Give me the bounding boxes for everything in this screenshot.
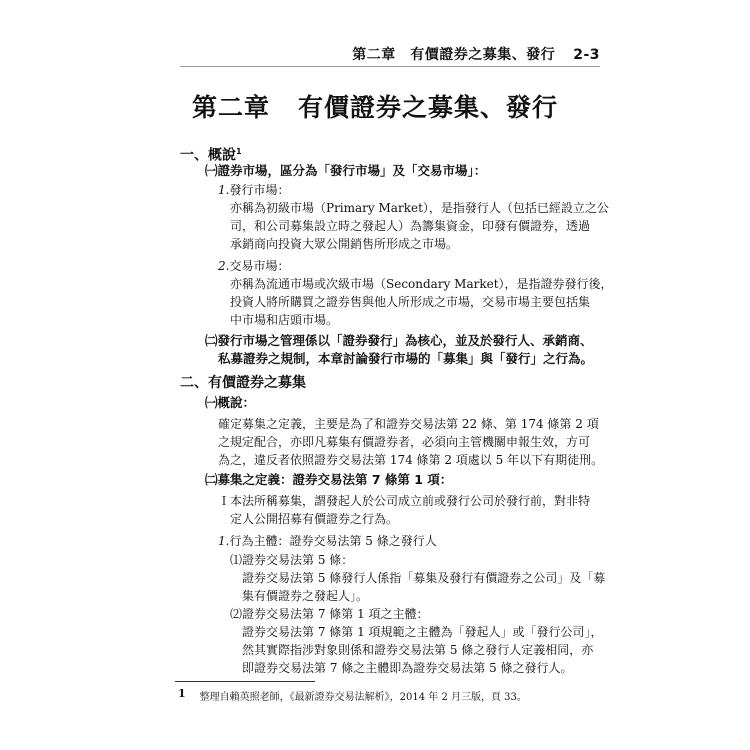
- paragraph-line: 亦稱為流通市場或次級市場（Secondary Market），是指證券發行後，: [230, 277, 613, 291]
- item-number: 2.: [218, 259, 230, 273]
- sub-point-1: ⑴證券交易法第 5 條：: [230, 553, 354, 567]
- statute-quote-line: Ｉ本法所稱募集，謂發起人於公司成立前或發行公司於發行前，對非特: [218, 494, 591, 508]
- item-number: 1.: [218, 183, 230, 197]
- item-label: 發行市場：: [229, 183, 290, 197]
- section-1-sub-2-line: 私募證券之規制，本章討論發行市場的「募集」與「發行」之行為。: [218, 351, 594, 366]
- footnote-text: 整理自賴英照老師，《最新證券交易法解析》，2014 年 2 月三版，頁 33。: [199, 692, 527, 703]
- paragraph-line: 證券交易法第 5 條發行人係指「募集及發行有價證券之公司」及「募: [242, 571, 606, 585]
- section-1-sub-2-line: ㈡發行市場之管理係以「證券發行」為核心，並及於發行人、承銷商、: [205, 333, 593, 348]
- paragraph-line: 亦稱為初級市場（Primary Market），是指發行人（包括已經設立之公: [230, 201, 609, 215]
- running-header-chapter: 第二章 有價證券之募集、發行: [352, 47, 556, 63]
- section-2-sub-1: ㈠概說：: [205, 395, 256, 410]
- paragraph-line: 證券交易法第 7 條第 1 項規範之主體為「發起人」或「發行公司」，: [242, 625, 603, 639]
- section-1-item-2: [218, 258, 289, 274]
- section-1-sub-1: ㈠證券市場，區分為「發行市場」及「交易市場」：: [205, 163, 487, 178]
- paragraph-line: 為之，違反者依照證券交易法第 174 條第 2 項處以 5 年以下有期徒刑。: [218, 453, 604, 467]
- item-number: 1.: [218, 534, 230, 548]
- paragraph-line: 集有價證券之發起人」。: [242, 589, 369, 603]
- paragraph-line: 之規定配合，亦即凡募集有價證券者，必須向主管機關申報生效，方可: [218, 435, 591, 449]
- paragraph-line: 確定募集之定義，主要是為了和證券交易法第 22 條、第 174 條第 2 項: [218, 417, 599, 431]
- section-2-sub-2: ㈡募集之定義：證券交易法第 7 條第 1 項：: [205, 472, 453, 487]
- item-label: 交易市場：: [229, 259, 290, 273]
- section-1-heading: [180, 144, 242, 164]
- paragraph-line: 司，和公司募集設立時之發起人）為籌集資金，印發有價證券，透過: [230, 219, 591, 233]
- section-2-heading: 二、有價證券之募集: [180, 375, 306, 391]
- footnote-mark: 1: [178, 687, 186, 700]
- chapter-title: [0, 88, 750, 124]
- chapter-name: 有價證券之募集、發行: [298, 93, 559, 122]
- section-2-item-1: [218, 533, 437, 549]
- paragraph-line: 中市場和店頭市場。: [230, 313, 339, 327]
- footnote-reference: 1: [236, 147, 242, 156]
- paragraph-line: 承銷商向投資大眾公開銷售所形成之市場。: [230, 237, 459, 251]
- section-1-heading-text: 一、概說: [180, 147, 236, 164]
- paragraph-line: 然其實際指涉對象則係和證券交易法第 5 條之發行人定義相同，亦: [242, 643, 594, 657]
- paragraph-line: 即證券交易法第 7 條之主體即為證券交易法第 5 條之發行人。: [242, 661, 573, 675]
- item-label: 行為主體：證券交易法第 5 條之發行人: [229, 534, 437, 548]
- page-number: 2-3: [573, 47, 600, 63]
- sub-point-2: ⑵證券交易法第 7 條第 1 項之主體：: [230, 607, 429, 621]
- running-header: [352, 44, 600, 64]
- chapter-number: 第二章: [191, 93, 270, 122]
- statute-quote-line: 定人公開招募有價證券之行為。: [230, 512, 399, 526]
- paragraph-line: 投資人將所購買之證券售與他人所形成之市場，交易市場主要包括集: [230, 295, 591, 309]
- section-1-item-1: [218, 182, 289, 198]
- header-rule: [180, 66, 600, 67]
- footnote: [178, 688, 527, 703]
- footnote-rule: [175, 681, 315, 682]
